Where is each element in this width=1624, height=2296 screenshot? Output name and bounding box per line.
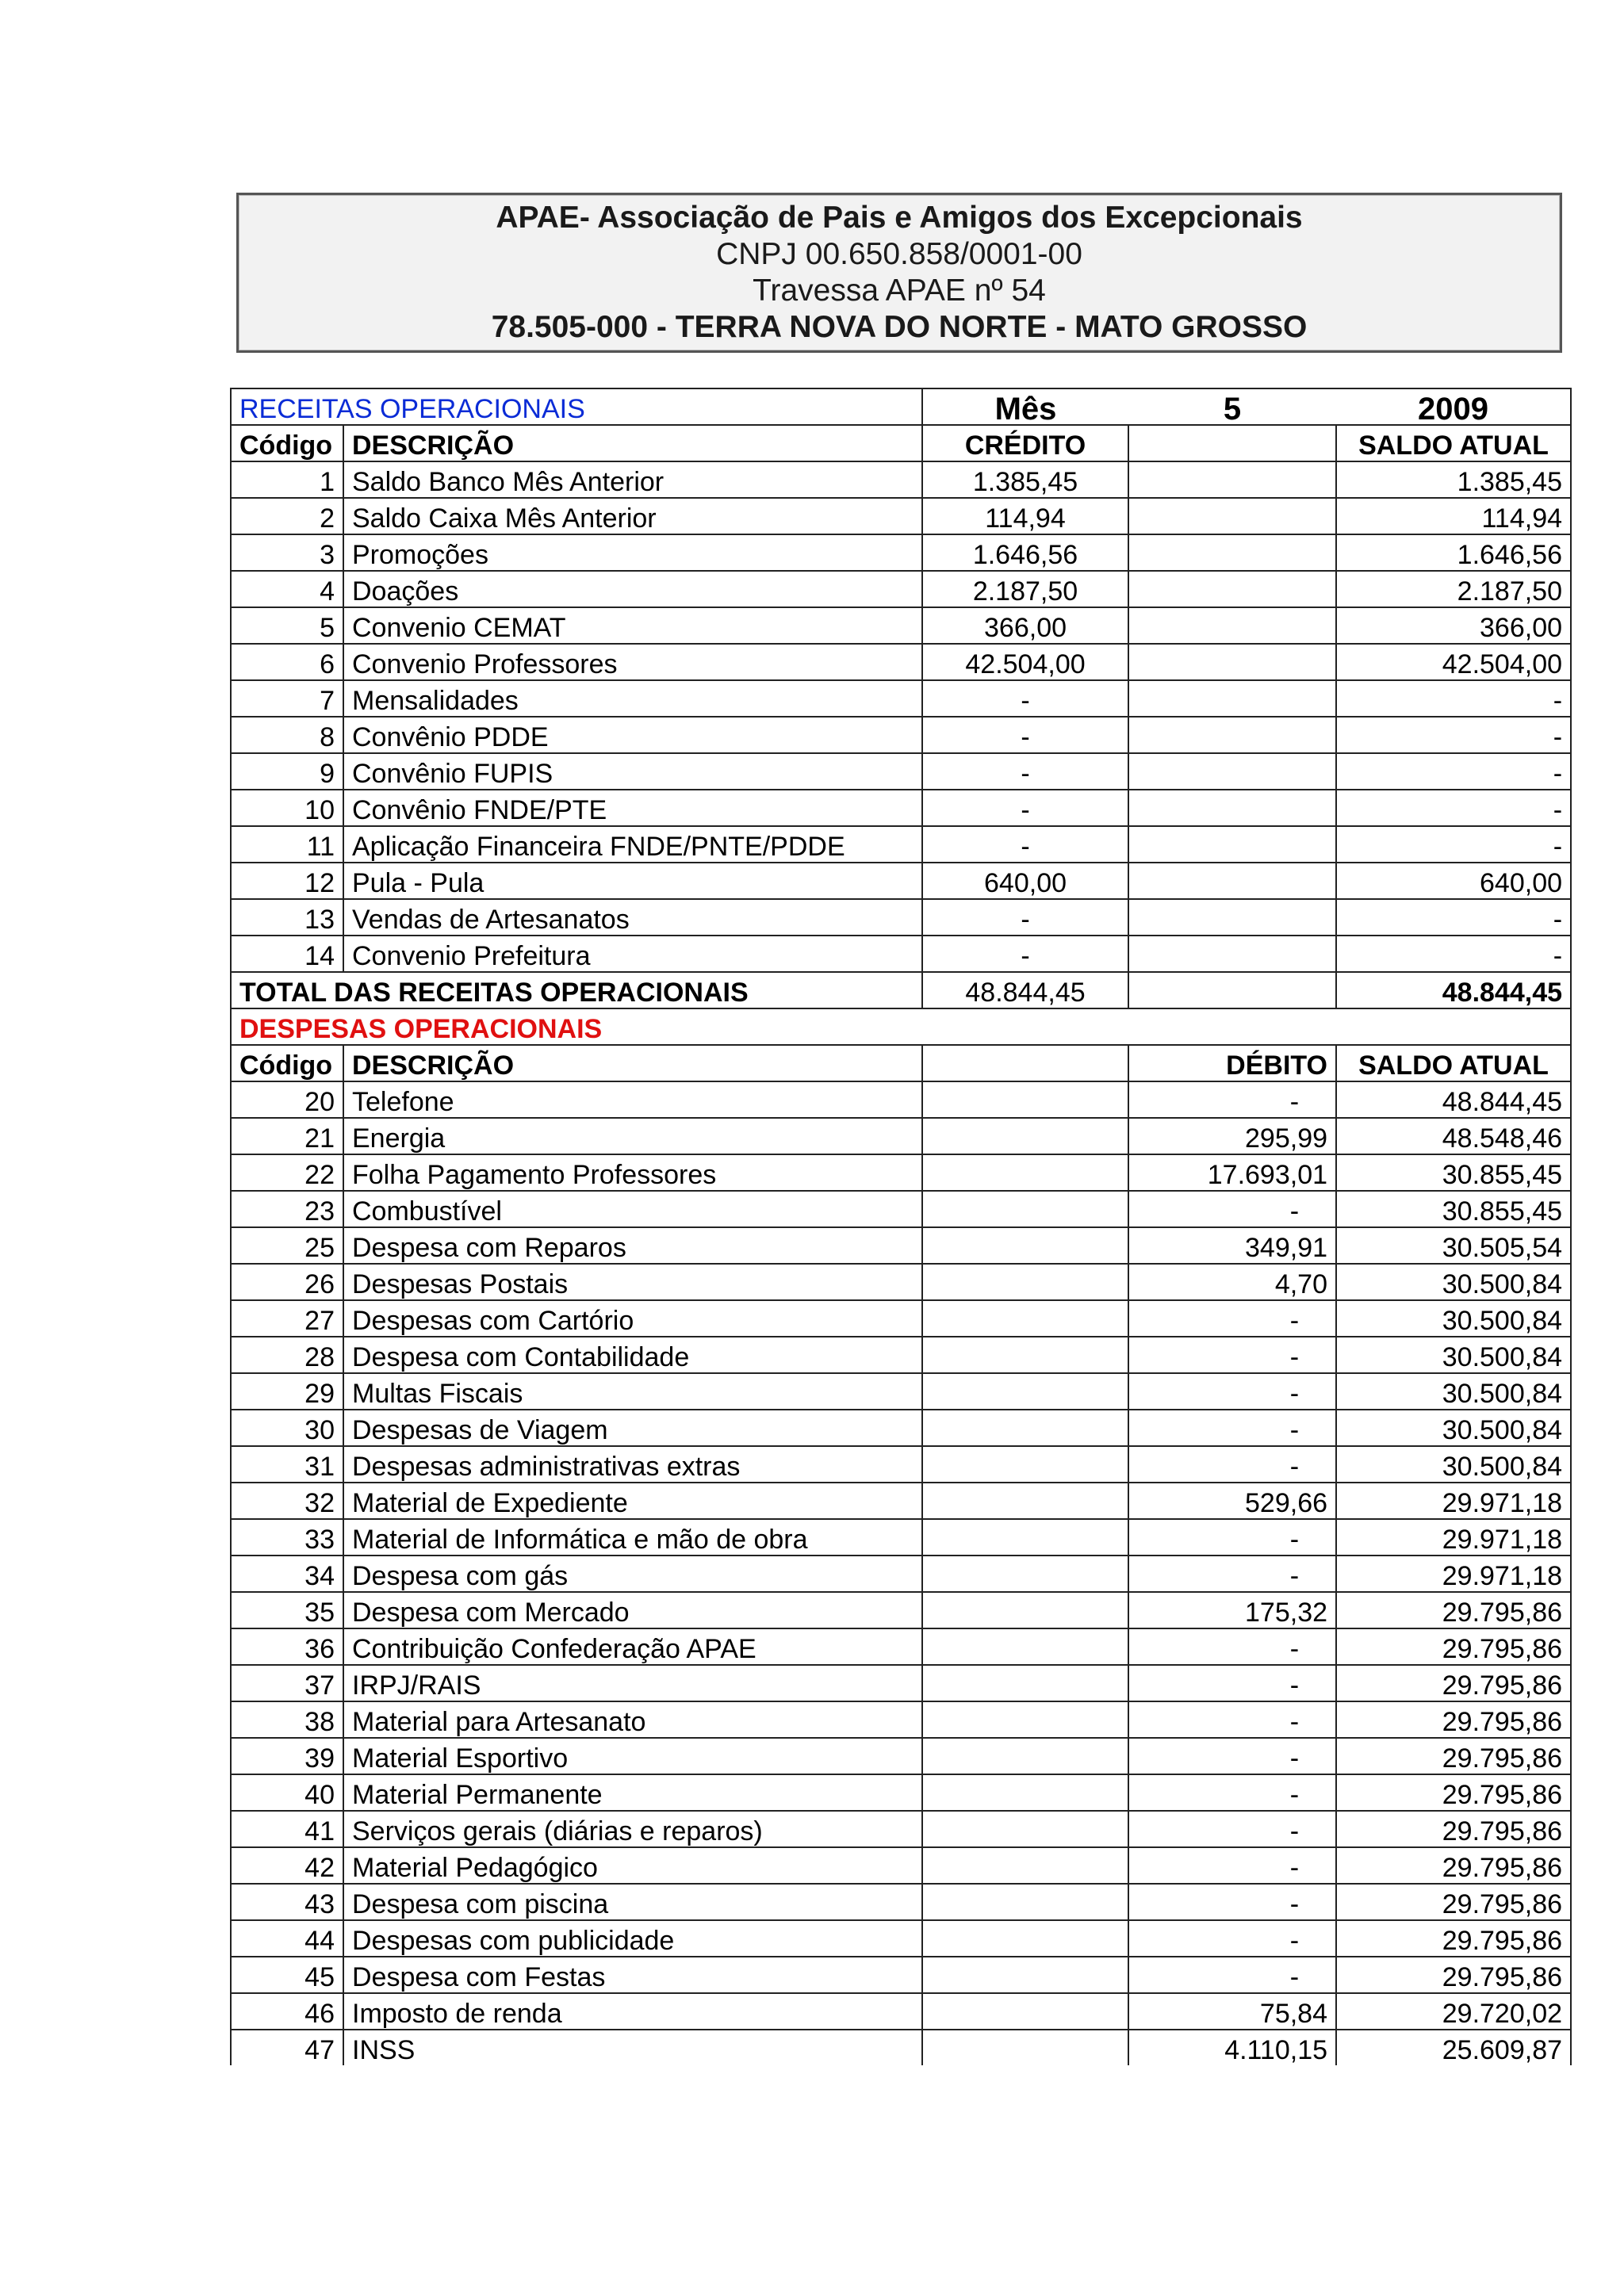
receita-empty-cell	[1128, 534, 1336, 571]
col-codigo: Código	[231, 1045, 343, 1081]
receita-descricao: Vendas de Artesanatos	[343, 899, 922, 936]
receita-saldo: 42.504,00	[1336, 644, 1571, 680]
despesa-row	[231, 1738, 1571, 1774]
despesa-empty-cell	[922, 2030, 1128, 2065]
despesa-descricao: Imposto de renda	[343, 1993, 922, 2030]
despesa-row	[231, 1556, 1571, 1592]
despesa-saldo: 29.795,86	[1336, 1920, 1571, 1957]
despesa-codigo: 33	[231, 1519, 343, 1556]
receita-row	[231, 461, 1571, 498]
despesa-empty-cell	[922, 1154, 1128, 1191]
receita-codigo: 4	[231, 571, 343, 607]
receita-codigo: 1	[231, 461, 343, 498]
col-descricao: DESCRIÇÃO	[343, 425, 922, 461]
despesa-debito: -	[1128, 1556, 1336, 1592]
despesa-empty-cell	[922, 1373, 1128, 1410]
despesa-row	[231, 1446, 1571, 1483]
despesa-saldo: 48.548,46	[1336, 1118, 1571, 1154]
col-codigo: Código	[231, 425, 343, 461]
despesa-descricao: Despesa com Contabilidade	[343, 1337, 922, 1373]
despesa-descricao: Despesas com Cartório	[343, 1300, 922, 1337]
receita-descricao: Convenio Prefeitura	[343, 936, 922, 972]
despesa-saldo: 29.795,86	[1336, 1847, 1571, 1884]
receita-row	[231, 717, 1571, 753]
despesa-saldo: 30.500,84	[1336, 1300, 1571, 1337]
col-descricao: DESCRIÇÃO	[343, 1045, 922, 1081]
header-empty-cell	[922, 1045, 1128, 1081]
org-address: Travessa APAE nº 54	[753, 274, 1046, 308]
despesa-saldo: 30.855,45	[1336, 1154, 1571, 1191]
despesa-debito: -	[1128, 1920, 1336, 1957]
despesa-row	[231, 1993, 1571, 2030]
despesa-empty-cell	[922, 1993, 1128, 2030]
despesa-debito: -	[1128, 1519, 1336, 1556]
despesa-debito: -	[1128, 1373, 1336, 1410]
despesa-descricao: Multas Fiscais	[343, 1373, 922, 1410]
receita-row	[231, 936, 1571, 972]
despesa-debito: -	[1128, 1738, 1336, 1774]
receita-credito: 2.187,50	[922, 571, 1128, 607]
despesa-debito: -	[1128, 1774, 1336, 1811]
receita-descricao: Aplicação Financeira FNDE/PNTE/PDDE	[343, 826, 922, 863]
receita-saldo: -	[1336, 899, 1571, 936]
receita-row	[231, 753, 1571, 790]
despesa-empty-cell	[922, 1701, 1128, 1738]
despesa-descricao: Despesa com gás	[343, 1556, 922, 1592]
despesa-descricao: Energia	[343, 1118, 922, 1154]
despesa-debito: -	[1128, 1337, 1336, 1373]
despesa-saldo: 29.795,86	[1336, 1774, 1571, 1811]
despesa-debito: -	[1128, 1191, 1336, 1227]
despesa-row	[231, 1592, 1571, 1628]
despesa-debito: 529,66	[1128, 1483, 1336, 1519]
despesa-row	[231, 1811, 1571, 1847]
receita-descricao: Convênio FUPIS	[343, 753, 922, 790]
receita-credito: 640,00	[922, 863, 1128, 899]
org-name: APAE- Associação de Pais e Amigos dos Excepcionais	[496, 201, 1303, 235]
despesa-empty-cell	[922, 1337, 1128, 1373]
despesa-codigo: 40	[231, 1774, 343, 1811]
receita-row	[231, 826, 1571, 863]
despesa-codigo: 30	[231, 1410, 343, 1446]
despesa-saldo: 30.500,84	[1336, 1264, 1571, 1300]
despesa-debito: 4.110,15	[1128, 2030, 1336, 2065]
despesa-empty-cell	[922, 1957, 1128, 1993]
receita-credito: 42.504,00	[922, 644, 1128, 680]
despesa-descricao: Material Pedagógico	[343, 1847, 922, 1884]
receita-codigo: 3	[231, 534, 343, 571]
receita-saldo: -	[1336, 717, 1571, 753]
receita-row	[231, 571, 1571, 607]
receita-credito: -	[922, 899, 1128, 936]
despesa-saldo: 29.720,02	[1336, 1993, 1571, 2030]
receita-saldo: 114,94	[1336, 498, 1571, 534]
receita-empty-cell	[1128, 717, 1336, 753]
despesa-empty-cell	[922, 1446, 1128, 1483]
receita-credito: -	[922, 717, 1128, 753]
despesa-empty-cell	[922, 1483, 1128, 1519]
despesa-empty-cell	[922, 1191, 1128, 1227]
despesa-codigo: 34	[231, 1556, 343, 1592]
despesa-descricao: Telefone	[343, 1081, 922, 1118]
col-saldo-atual: SALDO ATUAL	[1336, 425, 1571, 461]
receita-row	[231, 790, 1571, 826]
despesa-row	[231, 1410, 1571, 1446]
receita-empty-cell	[1128, 461, 1336, 498]
despesa-row	[231, 1191, 1571, 1227]
receitas-header-row	[231, 425, 1571, 461]
receita-codigo: 13	[231, 899, 343, 936]
despesa-row	[231, 1884, 1571, 1920]
despesa-saldo: 30.855,45	[1336, 1191, 1571, 1227]
despesa-empty-cell	[922, 1738, 1128, 1774]
despesa-empty-cell	[922, 1556, 1128, 1592]
despesa-codigo: 28	[231, 1337, 343, 1373]
despesa-empty-cell	[922, 1264, 1128, 1300]
receita-empty-cell	[1128, 936, 1336, 972]
despesa-debito: 17.693,01	[1128, 1154, 1336, 1191]
despesa-codigo: 20	[231, 1081, 343, 1118]
col-credito: CRÉDITO	[922, 425, 1128, 461]
despesa-row	[231, 1483, 1571, 1519]
despesa-codigo: 43	[231, 1884, 343, 1920]
receita-codigo: 11	[231, 826, 343, 863]
despesa-row	[231, 1373, 1571, 1410]
despesa-debito: 295,99	[1128, 1118, 1336, 1154]
month-label: Mês	[922, 388, 1128, 425]
despesa-codigo: 27	[231, 1300, 343, 1337]
receita-credito: -	[922, 753, 1128, 790]
despesa-row	[231, 1701, 1571, 1738]
despesa-codigo: 41	[231, 1811, 343, 1847]
despesa-saldo: 48.844,45	[1336, 1081, 1571, 1118]
total-credito: 48.844,45	[922, 972, 1128, 1008]
col-saldo-atual: SALDO ATUAL	[1336, 1045, 1571, 1081]
despesa-saldo: 30.500,84	[1336, 1373, 1571, 1410]
receita-row	[231, 607, 1571, 644]
despesa-codigo: 21	[231, 1118, 343, 1154]
despesa-empty-cell	[922, 1847, 1128, 1884]
total-saldo: 48.844,45	[1336, 972, 1571, 1008]
despesa-descricao: Despesa com Reparos	[343, 1227, 922, 1264]
receita-empty-cell	[1128, 607, 1336, 644]
despesa-codigo: 37	[231, 1665, 343, 1701]
receita-saldo: 640,00	[1336, 863, 1571, 899]
receita-codigo: 9	[231, 753, 343, 790]
despesa-row	[231, 1847, 1571, 1884]
despesa-row	[231, 1118, 1571, 1154]
despesa-debito: -	[1128, 1847, 1336, 1884]
despesa-saldo: 29.795,86	[1336, 1701, 1571, 1738]
despesa-descricao: Material Permanente	[343, 1774, 922, 1811]
receita-row	[231, 534, 1571, 571]
receita-descricao: Pula - Pula	[343, 863, 922, 899]
despesa-codigo: 22	[231, 1154, 343, 1191]
receita-codigo: 5	[231, 607, 343, 644]
receita-codigo: 2	[231, 498, 343, 534]
despesa-codigo: 32	[231, 1483, 343, 1519]
despesa-empty-cell	[922, 1811, 1128, 1847]
despesa-row	[231, 1957, 1571, 1993]
receita-credito: -	[922, 680, 1128, 717]
receita-credito: 1.646,56	[922, 534, 1128, 571]
despesa-row	[231, 1665, 1571, 1701]
receita-credito: -	[922, 790, 1128, 826]
despesa-empty-cell	[922, 1592, 1128, 1628]
col-debito: DÉBITO	[1128, 1045, 1336, 1081]
despesa-debito: -	[1128, 1410, 1336, 1446]
despesa-descricao: Despesa com piscina	[343, 1884, 922, 1920]
receita-empty-cell	[1128, 899, 1336, 936]
despesa-saldo: 29.795,86	[1336, 1738, 1571, 1774]
receita-credito: -	[922, 936, 1128, 972]
receita-saldo: -	[1336, 936, 1571, 972]
receita-codigo: 14	[231, 936, 343, 972]
receita-credito: 1.385,45	[922, 461, 1128, 498]
despesa-row	[231, 1920, 1571, 1957]
despesa-empty-cell	[922, 1665, 1128, 1701]
org-cnpj: CNPJ 00.650.858/0001-00	[716, 237, 1082, 271]
despesa-row	[231, 1774, 1571, 1811]
despesa-empty-cell	[922, 1118, 1128, 1154]
receita-empty-cell	[1128, 571, 1336, 607]
despesa-debito: 349,91	[1128, 1227, 1336, 1264]
receita-row	[231, 863, 1571, 899]
despesa-saldo: 29.795,86	[1336, 1957, 1571, 1993]
despesa-saldo: 29.795,86	[1336, 1665, 1571, 1701]
despesa-descricao: Despesas de Viagem	[343, 1410, 922, 1446]
financial-statement-table	[230, 388, 1572, 2065]
despesa-saldo: 29.795,86	[1336, 1884, 1571, 1920]
receita-descricao: Mensalidades	[343, 680, 922, 717]
despesa-debito: 175,32	[1128, 1592, 1336, 1628]
despesa-saldo: 29.795,86	[1336, 1811, 1571, 1847]
despesa-debito: -	[1128, 1665, 1336, 1701]
despesa-descricao: Material de Informática e mão de obra	[343, 1519, 922, 1556]
receita-codigo: 7	[231, 680, 343, 717]
despesa-debito: 75,84	[1128, 1993, 1336, 2030]
receita-row	[231, 498, 1571, 534]
despesa-saldo: 30.500,84	[1336, 1446, 1571, 1483]
receita-empty-cell	[1128, 644, 1336, 680]
despesa-row	[231, 1264, 1571, 1300]
despesa-descricao: Despesa com Festas	[343, 1957, 922, 1993]
receita-empty-cell	[1128, 790, 1336, 826]
despesa-debito: -	[1128, 1628, 1336, 1665]
receita-codigo: 6	[231, 644, 343, 680]
receita-descricao: Doações	[343, 571, 922, 607]
despesa-descricao: Despesas administrativas extras	[343, 1446, 922, 1483]
receita-descricao: Convênio PDDE	[343, 717, 922, 753]
despesa-empty-cell	[922, 1884, 1128, 1920]
receita-credito: -	[922, 826, 1128, 863]
despesa-descricao: Contribuição Confederação APAE	[343, 1628, 922, 1665]
receita-saldo: 1.385,45	[1336, 461, 1571, 498]
despesa-codigo: 42	[231, 1847, 343, 1884]
despesa-saldo: 29.971,18	[1336, 1483, 1571, 1519]
receita-row	[231, 899, 1571, 936]
despesa-row	[231, 1081, 1571, 1118]
despesa-empty-cell	[922, 1519, 1128, 1556]
despesa-descricao: Despesas Postais	[343, 1264, 922, 1300]
despesa-row	[231, 1628, 1571, 1665]
despesa-saldo: 30.500,84	[1336, 1337, 1571, 1373]
receita-saldo: 1.646,56	[1336, 534, 1571, 571]
despesa-codigo: 25	[231, 1227, 343, 1264]
organization-header	[236, 193, 1562, 353]
despesa-saldo: 29.971,18	[1336, 1556, 1571, 1592]
despesa-codigo: 45	[231, 1957, 343, 1993]
receita-codigo: 12	[231, 863, 343, 899]
receita-descricao: Convenio CEMAT	[343, 607, 922, 644]
despesa-empty-cell	[922, 1628, 1128, 1665]
receita-saldo: -	[1336, 826, 1571, 863]
despesa-empty-cell	[922, 1227, 1128, 1264]
receita-empty-cell	[1128, 863, 1336, 899]
despesa-saldo: 30.505,54	[1336, 1227, 1571, 1264]
year-value: 2009	[1336, 388, 1571, 425]
despesa-debito: -	[1128, 1446, 1336, 1483]
despesa-codigo: 39	[231, 1738, 343, 1774]
receita-codigo: 8	[231, 717, 343, 753]
despesa-descricao: Despesa com Mercado	[343, 1592, 922, 1628]
despesa-debito: -	[1128, 1081, 1336, 1118]
despesa-saldo: 29.795,86	[1336, 1628, 1571, 1665]
receita-row	[231, 644, 1571, 680]
receita-saldo: -	[1336, 680, 1571, 717]
despesa-empty-cell	[922, 1774, 1128, 1811]
receita-credito: 114,94	[922, 498, 1128, 534]
despesa-descricao: Material de Expediente	[343, 1483, 922, 1519]
despesa-row	[231, 1337, 1571, 1373]
receita-empty-cell	[1128, 498, 1336, 534]
despesas-title-row	[231, 1008, 1571, 1045]
receitas-title: RECEITAS OPERACIONAIS	[231, 388, 922, 425]
despesa-codigo: 26	[231, 1264, 343, 1300]
despesa-row	[231, 1154, 1571, 1191]
despesa-codigo: 35	[231, 1592, 343, 1628]
despesa-debito: -	[1128, 1884, 1336, 1920]
total-label: TOTAL DAS RECEITAS OPERACIONAIS	[231, 972, 922, 1008]
despesa-empty-cell	[922, 1410, 1128, 1446]
despesas-title: DESPESAS OPERACIONAIS	[231, 1008, 1571, 1045]
despesa-descricao: Material Esportivo	[343, 1738, 922, 1774]
despesa-codigo: 31	[231, 1446, 343, 1483]
receita-credito: 366,00	[922, 607, 1128, 644]
org-city: 78.505-000 - TERRA NOVA DO NORTE - MATO GROSSO	[491, 310, 1308, 344]
receita-descricao: Saldo Banco Mês Anterior	[343, 461, 922, 498]
despesa-saldo: 30.500,84	[1336, 1410, 1571, 1446]
receitas-total-row	[231, 972, 1571, 1008]
despesas-header-row	[231, 1045, 1571, 1081]
despesa-debito: -	[1128, 1811, 1336, 1847]
despesa-descricao: Combustível	[343, 1191, 922, 1227]
despesa-saldo: 29.795,86	[1336, 1592, 1571, 1628]
receita-descricao: Promoções	[343, 534, 922, 571]
despesa-codigo: 44	[231, 1920, 343, 1957]
despesa-row	[231, 1227, 1571, 1264]
receita-empty-cell	[1128, 680, 1336, 717]
despesa-debito: -	[1128, 1957, 1336, 1993]
despesa-descricao: Despesas com publicidade	[343, 1920, 922, 1957]
despesa-descricao: INSS	[343, 2030, 922, 2065]
despesa-codigo: 38	[231, 1701, 343, 1738]
despesa-empty-cell	[922, 1081, 1128, 1118]
receita-row	[231, 680, 1571, 717]
month-value: 5	[1128, 388, 1336, 425]
despesa-row	[231, 1300, 1571, 1337]
despesa-codigo: 29	[231, 1373, 343, 1410]
despesa-descricao: Serviços gerais (diárias e reparos)	[343, 1811, 922, 1847]
despesa-empty-cell	[922, 1920, 1128, 1957]
despesa-descricao: Material para Artesanato	[343, 1701, 922, 1738]
receita-descricao: Convênio FNDE/PTE	[343, 790, 922, 826]
receita-saldo: 366,00	[1336, 607, 1571, 644]
total-empty-cell	[1128, 972, 1336, 1008]
despesa-saldo: 29.971,18	[1336, 1519, 1571, 1556]
despesa-debito: -	[1128, 1300, 1336, 1337]
despesa-debito: -	[1128, 1701, 1336, 1738]
despesa-codigo: 23	[231, 1191, 343, 1227]
despesa-empty-cell	[922, 1300, 1128, 1337]
despesa-saldo: 25.609,87	[1336, 2030, 1571, 2065]
despesa-codigo: 36	[231, 1628, 343, 1665]
despesa-descricao: IRPJ/RAIS	[343, 1665, 922, 1701]
despesa-debito: 4,70	[1128, 1264, 1336, 1300]
despesa-codigo: 46	[231, 1993, 343, 2030]
despesa-row	[231, 1519, 1571, 1556]
despesa-descricao: Folha Pagamento Professores	[343, 1154, 922, 1191]
receita-empty-cell	[1128, 753, 1336, 790]
receita-saldo: 2.187,50	[1336, 571, 1571, 607]
despesa-codigo: 47	[231, 2030, 343, 2065]
receitas-title-row	[231, 388, 1571, 425]
receita-saldo: -	[1336, 753, 1571, 790]
receita-codigo: 10	[231, 790, 343, 826]
receita-empty-cell	[1128, 826, 1336, 863]
receita-descricao: Convenio Professores	[343, 644, 922, 680]
receita-saldo: -	[1336, 790, 1571, 826]
despesa-row	[231, 2030, 1571, 2065]
receita-descricao: Saldo Caixa Mês Anterior	[343, 498, 922, 534]
